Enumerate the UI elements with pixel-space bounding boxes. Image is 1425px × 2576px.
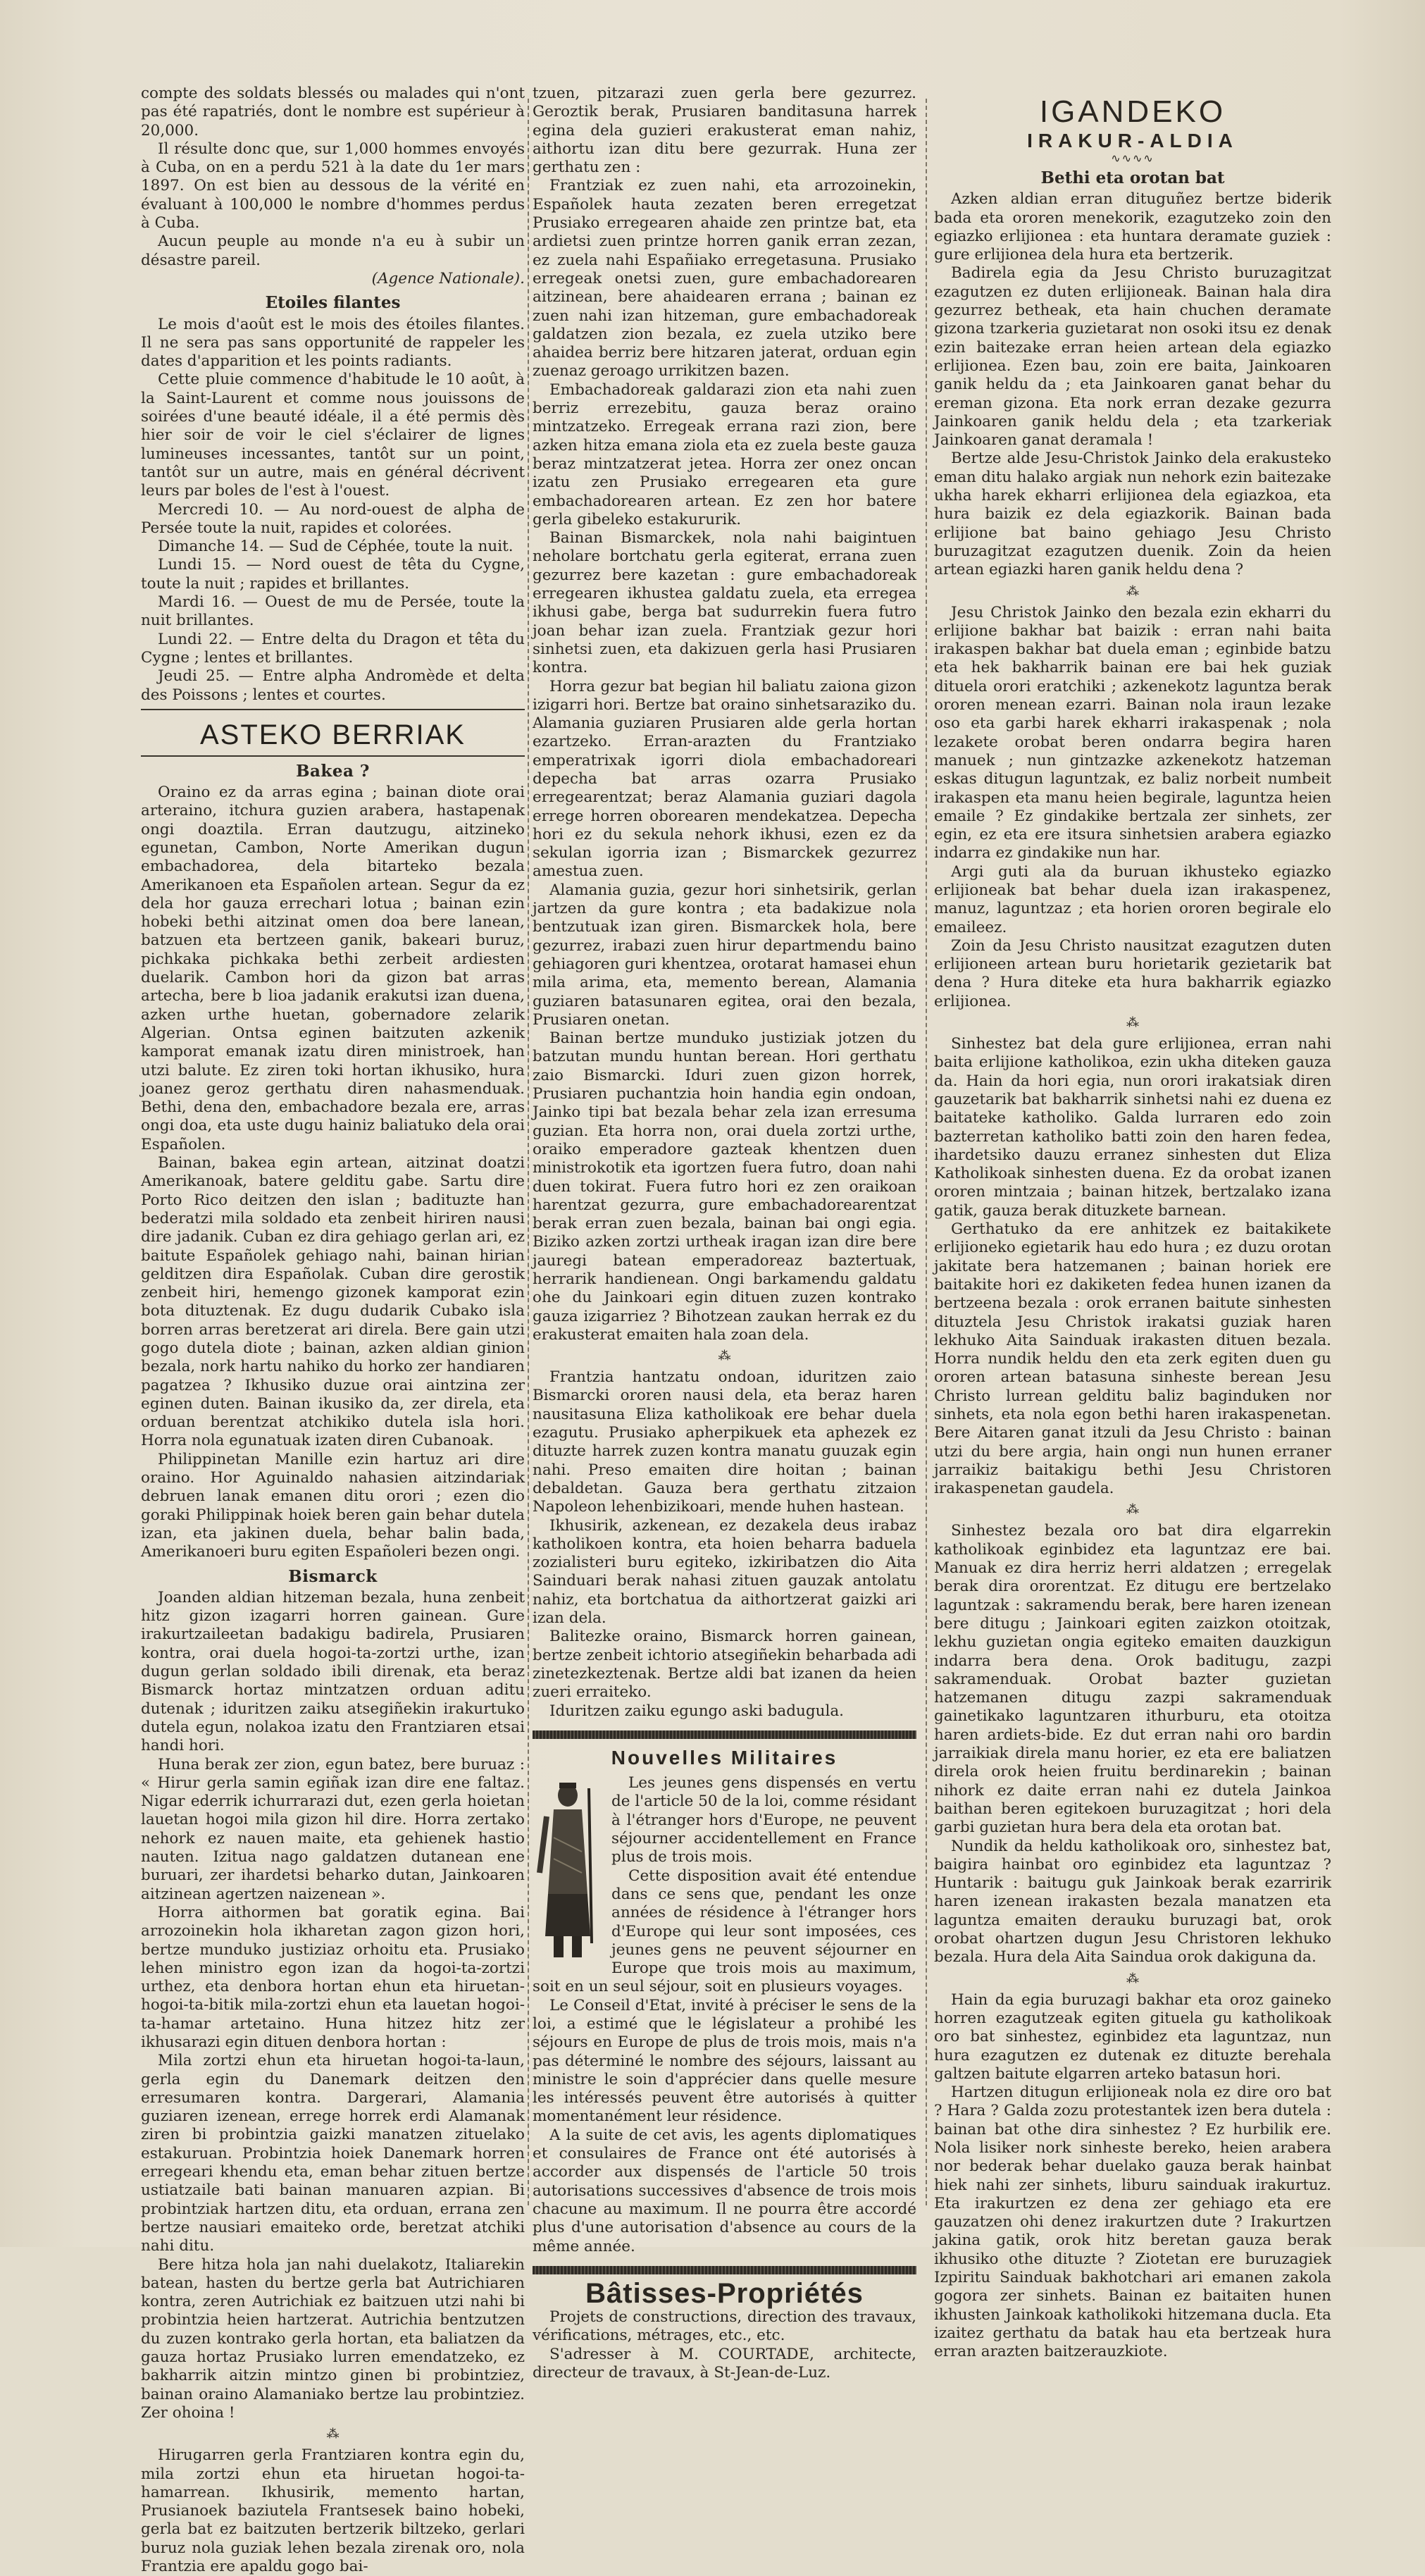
- paragraph: Hartzen ditugun erlijioneak nola ez dire oro bat ? Hara ? Galda zozu protestantek izen bera dutela : bainan bat othe dira sinhestez ? Ez hurbilik ere. Nola lisiker nork sinheste bereko, heien arabera nor bederak behar duelako gauza berak hainbat hiek nahi zer sinhets, liburu sainduak irakurtuz. Eta irakurtzen ez dena zer gehiago eta ere gauzatzen ohi denez irakurtzen dute ? Irakurtzen jakina gatik, orok hitz beretan gauza berak ikhusiko othe dituzte ? Ziotetan ere buruzagiek Izpiritu Sainduak bakhotchari ari emanen zakola gogora zer sinhets. Bainan ez baitaiten hunen ikhusten Jainkoak katholikoki hitzemana ducla. Eta izaitez gerthatu da batak hau eta bertzeak hura erran arazten baitzerauzkiote.: [934, 2083, 1331, 2361]
- paragraph: Aucun peuple au monde n'a eu à subir un désastre pareil.: [141, 233, 525, 269]
- list-item: Lundi 15. — Nord ouest de têta du Cygne, toute la nuit ; rapides et brillantes.: [141, 556, 525, 593]
- asterism-ornament: ⁂: [718, 1349, 731, 1364]
- paragraph: Sinhestez bat dela gure erlijionea, erran nahi baita erlijione katholikoa, ezin ukha diteken gauza da. Hain da hori egia, nun orori irakatsiak diren gauzetarik bat bakharrik sinhetsi nahi ez duena ez baitateke katholiko. Galda lurraren edo zoin bazterretan katholiko batti zoin den haren fedea, ihardetsiko dauzu erranez sinhesten dut Eliza Katholikoak sinhesten duena. Ez da orobat izanen ororen mintzaia ; bainan hitzek, bertzalako izana gatik, gauza berak dituzkete barnean.: [934, 1035, 1331, 1220]
- soldier-illustration: [533, 1774, 603, 1964]
- list-item: Jeudi 25. — Entre alpha Andromède et delta des Poissons ; lentes et courtes.: [141, 667, 525, 704]
- paragraph: Embachadoreak galdarazi zion eta nahi zuen berriz errezebitu, gauza beraz oraino mintzatzeko. Erregeak errana razi zion, bere azken hitza emana ziola eta ez zuela beste gauza beraz mintzatzerat jetea. Horra zer onez oncan izatu zen Prusiako erregearen eta gure embachadorearen artean. Ez zen hor batere gerla gibeleko estakururik.: [533, 380, 916, 528]
- paragraph: Balitezke oraino, Bismarck horren gainean, bertze zenbeit ichtorio atsegiñekin beharbada adi zinetezkeztenak. Bertze aldi bat izanen da heien zueri erraiteko.: [533, 1628, 916, 1702]
- column-1: [141, 85, 525, 2575]
- section-rule: [533, 2266, 916, 2274]
- asterism-ornament: ⁂: [1126, 1502, 1139, 1518]
- list-item: Dimanche 14. — Sud de Céphée, toute la nuit.: [158, 538, 514, 556]
- column-divider: [528, 99, 529, 2205]
- paragraph: Horra aithormen bat goratik egina. Bai arrozoinekin hola ikharetan zagon gizon hori, bertze munduko justiziaz orhoitu eta. Prusiako lehen ministro egon izan da hogoi-ta-zortzi urthez, eta denbora hortan ehun eta hiruetan-hogoi-ta-bitik mila-zortzi ehun eta lauetan hogoi-ta-hamar artetaino. Huna hitzez hitz zer ikhusarazi egin dituen denbora hortan :: [141, 1903, 525, 2051]
- supplement-subtitle: IRAKUR-ALDIA: [1027, 130, 1238, 151]
- paragraph: Cette pluie commence d'habitude le 10 août, à la Saint-Laurent et comme nous jouissons de soirées d'une beauté idéale, il a été permis dès hier soir de voir le ciel s'éclairer de lignes lumineuses incessantes, tantôt sur un point, tantôt sur un autre, mais en général décrivent leurs par boles de l'est à l'ouest.: [141, 371, 525, 500]
- paragraph: Oraino ez da arras egina ; bainan diote orai arteraino, itchura guzien arabera, hastapenak ongi doaztila. Erran dautzugu, aitzineko egunetan, Cambon, Norte Amerikan dugun embachadorea, dela bitarteko bezala Amerikanoen eta Españolen artean. Segur da ez dela hor gauza errechari lotua ; bainan ezin hobeki bethi aitzinat omen doa bere lanean, batzuen eta bertzeen ganik, bakeari buruz, pichkaka pichkaka bethi zerbeit ardiesten duelarik. Cambon hori da gizon bat arras artecha, bere b lioa jadanik erakutsi izan duena, azken urthe huetan, gobernadore zelarik Algerian. Ontsa eginen baitzuten azkenik kamporat emanak izatu diren ministroek, han utzi balute. Ez ziren toki hortan ikhusiko, hura joanez geroz gerthatu diren nahasmenduak. Bethi, dena den, embachadore bezala ere, arras ongi doa, eta uste dugu hainiz baliatuko dela orai Españolen.: [141, 784, 525, 1153]
- column-divider: [926, 99, 927, 2205]
- signature: (Agence Nationale).: [371, 269, 525, 287]
- paragraph: Bere hitza hola jan nahi duelakotz, Italiarekin batean, hasten du bertze gerla bat Autrichiaren kontra, zeren Autrichiak ez baitzuen utzi nahi bi probintzia heien hartzerat. Autrichia bentzutzen du zuzen kontrako gerla hortan, eta baliatzen da gauza hortaz Prusiako lurren emendatzeko, ez bakharrik aitzin mintzo ginen bi probintziez, bainan oraino Alamaniako bertze lau probintziez. Zer ohoina !: [141, 2255, 525, 2422]
- advertisement-title: Bâtisses-Propriétés: [585, 2277, 864, 2309]
- paragraph: Bainan bertze munduko justiziak jotzen du batzutan mundu huntan berean. Hori gerthatu zaio Bismarcki. Iduri zuen gizon horrek, Prusiaren puchantzia hoin handia egin ondoan, Jainko tipi bat bezala behar zela izan erresuma guzian. Eta horra non, orai duela zortzi urthe, oraiko emperadore gazteak khentzen duen ministrokotik eta igortzen fuera futro, doan nahi duen tokirat. Fuera futro hori ez zen oraikoan harentzat gezurra, gure embachadorearentzat berak erran zuen bezala, bainan bai ongi egia. Biziko azken zortzi urtheak iragan izan dire bere jauregi batean emperadoreaz baztertuak, herrarik handienean. Ongi barkamendu galdatu ohe du Jainkoari egin dituen zuzen kontrako gauza izigarriez ? Bihotzean zaukan herrak ez du erakusterat emaiten hala zoan dela.: [533, 1029, 916, 1344]
- wavy-ornament: ∿∿∿∿: [1111, 151, 1155, 165]
- paragraph: A la suite de cet avis, les agents diplomatiques et consulaires de France ont été autorisés à accorder aux dispensés de l'article 50 trois autorisations successives d'absence de trois mois chacune au maximum. Il ne pourra être accordé plus d'une autorisation d'absence au cours de la même année.: [533, 2126, 916, 2255]
- paragraph: Bertze alde Jesu-Christok Jainko dela erakusteko eman ditu halako argiak nun nehork ezin baitezake ukha harek ekharri erlijionea dela egiazkoa, eta hura baizik ez dela egiazkorik. Bainan bada erlijione bat baino gehiago Jesu Christo buruzagitzat ezagutzen duenik. Zoin da heien artean egiazki haren ganik heldu dena ?: [934, 450, 1331, 579]
- paragraph: Le mois d'août est le mois des étoiles filantes. Il ne sera pas sans opportunité de rappeler les dates d'apparition et les points radiants.: [141, 315, 525, 371]
- paragraph: Ikhusirik, azkenean, ez dezakela deus irabaz katholikoen kontra, eta hoien beharra baduela zozialisteri buru egiteko, izkiribatzen dio Aita Sainduari berak nahasi zituen gauzak antolatu nahiz, eta bortchatua da aithortzerat gaizki ari izan dela.: [533, 1516, 916, 1628]
- list-item: Mardi 16. — Ouest de mu de Persée, toute la nuit brillantes.: [141, 593, 525, 630]
- paragraph: S'adresser à M. COURTADE, architecte, directeur de travaux, à St-Jean-de-Luz.: [533, 2345, 916, 2382]
- paragraph: Cette disposition avait été entendue dans ce sens que, pendant les onze années de résidence à l'étranger hors d'Europe qui leur sont imposées, ces jeunes gens ne peuvent séjourner en Europe que trois mois au maximum, soit en un seul séjour, soit en plusieurs voyages.: [533, 1866, 916, 1996]
- paragraph: Iduritzen zaiku egungo aski badugula.: [549, 1702, 845, 1720]
- column-3: [934, 85, 1331, 2361]
- paragraph: Jesu Christok Jainko den bezala ezin ekharri du erlijione bakhar bat baizik : erran nahi baita irakaspen bakhar bat duela eman ; eginbide batzu eta hek bakharrik bainan ere bai hek guziak dituela orori eratchiki ; azkenekotz laguntza berak ororen menean ezarri. Bainan nola iraun lezake oso eta garbi harek ekharri irakaspenak ; nola lezakete orobat beren ondarra begira haren manuek ; nun gintzazke azkenekotz hatzeman eskas ditugun laguntzak, ez baliz norbeit numbeit irakaspen eta manu heien begirale, laguntza heien emaile ? Ez gindakike bertzala zer sinhets, zer egin, ez eta ere itsura sinhetsien arabera egiazko indarra ez gindakike nun har.: [934, 603, 1331, 862]
- paragraph: Joanden aldian hitzeman bezala, huna zenbeit hitz gizon izagarri horren gainean. Gure irakurtzaileetan badakigu badirela, Prusiaren kontra, orai duela hogoi-ta-zortzi urthe, izan dugun gerlan soldado ibili direnak, eta beraz Bismarck hortaz mintzatzen orduan aditu dutenak ; iduritzen zaiku atsegiñekin irakurtuko dutela egun, nolakoa izatu den Frantziaren etsai handi hori.: [141, 1588, 525, 1755]
- paragraph: Projets de constructions, direction des travaux, vérifications, métrages, etc., etc.: [533, 2308, 916, 2345]
- paragraph: Sinhestez bezala oro bat dira elgarrekin katholikoak eginbidez eta laguntzaz ere bai. Manuak ez dira herriz herri aldatzen ; erregelak berak dira ororentzat. Ez ditugu ere bertzelako laguntzak : sakramendu berak, bere haren izenean bere ditugu ; Jainkoari egiten zaizkon otoitzak, lekhu guzietan ongia egiteko emaiten dauzkigun indarra bera dena. Orok baditugu, zazpi sakramenduak. Orobat bazter guzietan hatzemanen ditugu zazpi sakramenduak gainetikako laguntzaren ithurburu, eta otoitza haren ardiets-bide. Ez dut erran nahi oro bardin jarraikiak direla manu horier, ez eta ere baliatzen direla orok heien fruitu berdinarekin ; bainan nihork ez daite erran nahi ez dutela Jainkoa baithan beren egitekoen buruzagitzat ; hori dela garbi guzietan hura bera dela eta orotan bat.: [934, 1522, 1331, 1837]
- paragraph: Hirugarren gerla Frantziaren kontra egin du, mila zortzi ehun eta hiruetan hogoi-ta-hamarrean. Ikhusirik, memento hartan, Prusianoek baziutela Frantsesek baino hobeki, gerla bat ez baitzuten bertzerik biltzeko, gerlari buruz nola guziak lehen bezala zirenak oro, nola Frantzia ere apaldu gogo bai-: [141, 2446, 525, 2575]
- list-item: Mercredi 10. — Au nord-ouest de alpha de Persée toute la nuit, rapides et colorées.: [141, 500, 525, 537]
- list-item: Lundi 22. — Entre delta du Dragon et têta du Cygne ; lentes et brillantes.: [141, 630, 525, 667]
- paragraph: Il résulte donc que, sur 1,000 hommes envoyés à Cuba, on en a perdu 521 à la date du 1er mars 1897. On est bien au dessous de la vérité en évaluant à 100,000 le nombre d'hommes perdus à Cuba.: [141, 140, 525, 233]
- paragraph: Horra gezur bat begian hil baliatu zaiona gizon izigarri hori. Bertze bat oraino sinhetsaraziko du. Alamania guziaren Prusiaren alde gerla hortan ezartzeko. Erran-arazten du Frantziako emperatrixak igorri diola embachadoreari depecha bat arras ozarra Prusiako erregearentzat; beraz Alamania guziari dagola errege horren oborearen mendekatzea. Depecha hori ez du sekula nehork ikhusi, ezen ez da sekulan igorria izan ; Bismarckek gezurrez amestua zuen.: [533, 677, 916, 881]
- paragraph: Les jeunes gens dispensés en vertu de l'article 50 de la loi, comme résidant à l'étranger hors d'Europe, ne peuvent séjourner accidentellement en France plus de trois mois.: [611, 1774, 916, 1866]
- paragraph: Philippinetan Manille ezin hartuz ari dire oraino. Hor Aguinaldo nahasien aitzindariak debruen lanak emanen ditu orori ; ezen dio goraki Philippinak hoiek beren gain behar dutela izan, eta jakinen duela, behar balin bada, Amerikanoeri buru egiten Españoleri bezen ongi.: [141, 1450, 525, 1561]
- paragraph: Azken aldian erran dituguñez bertze biderik bada eta ororen menekorik, ezagutzeko zoin den egiazko erlijionea : eta huntara deramate guziek : gure erlijionea dela hura eta bertzerik.: [934, 190, 1331, 264]
- section-heading: Bethi eta orotan bat: [1040, 168, 1225, 187]
- section-rule: [533, 1730, 916, 1739]
- paragraph: Gerthatuko da ere anhitzek ez baitakikete erlijioneko egietarik hau edo hura ; ez duzu orotan jakitate bera hatzemanen ; bainan horiek ere baitakite hori ez dakiketen fedea hunen izanen da bertzeena bezala : orok erranen baitute sinhesten dituztela Jesu Christok irakatsi guziak haren lekhuko Aita Sainduak irakasten dituen bezala. Horra nundik heldu den eta zerk egiten duen gu ororen artean batasuna sinheste berean Jesu Christo lurrean gelditu baliz baginduken nor sinhets, eta nola egon bethi haren irakaspenetan. Bere Aitaren ganat itzuli da Jesu Christo : bainan utzi du bere argia, hain ongi nun hunen erraner jarraikiz baitakigu bethi Jesu Christoren irakaspenetan gaudela.: [934, 1220, 1331, 1498]
- section-rule: [141, 755, 525, 757]
- paragraph: Huna berak zer zion, egun batez, bere buruaz : « Hirur gerla samin egiñak izan dire ene faltaz. Nigar ederrik ichurrarazi dut, ezen gerla hoietan lauetan hogoi mila gizon hil dire. Horra zertako nehork ez nauen maite, eta gehienek hastio nauten. Izitua nago galdatzen dutanean ene buruari, zer ihardetsi beharko dutan, Jainkoaren aitzinean agertzen naizenean ».: [141, 1755, 525, 1903]
- asterism-ornament: ⁂: [1126, 1971, 1139, 1986]
- asterism-ornament: ⁂: [326, 2427, 340, 2442]
- paragraph: Badirela egia da Jesu Christo buruzagitzat ezagutzen ez duten erlijioneak. Bainan hala dira gezurrez betheak, eta hain chuchen deramate gizona tzarkeria guzietarat non osoki itsu ez denak ezin baitezake erran heien artean dela egiazko erlijionea. Ezen bau, zoin ere baita, Jainkoaren ganik heldu da ; eta Jainkoaren ganat behar du ereman gizona. Eta nork erran dezake gezurra Jainkoaren ganik heldu dela ; eta tzarkeriak Jainkoaren ganat deramala !: [934, 264, 1331, 450]
- article-heading: Bismarck: [288, 1566, 378, 1586]
- paragraph: Hain da egia buruzagi bakhar eta oroz gaineko horren ezagutzeak egiten gituela gu katholikoak oro bat sinhestez, eginbidez eta laguntzaz, nun hura ezagutzen ez dutenak ez dituzte berehala galtzen baitute elgarren arteko batasun hori.: [934, 1990, 1331, 2083]
- paragraph: Frantziak ez zuen nahi, eta arrozoinekin, Españolek hauta zezaten beren erregetzat Prusiako erregearen ahaide zen printze bat, eta ardietsi zuen printze horren ganik erran zezan, ez zuela nahi Españiako erregetasuna. Prusiako erregeak onetsi zuen, gure embachadorearen aitzinean, bere ahaidearen errana ; bainan ez zuen nahi izan hitzeman, gure embachadoreak galdatzen zion bezala, ez zuela utziko bere ahaidea berriz bere hitzaren jaterat, orduan egin zuenaz geroago urrikitzen bazen.: [533, 177, 916, 380]
- paragraph: compte des soldats blessés ou malades qui n'ont pas été rapatriés, dont le nombre est supérieur à 20,000.: [141, 85, 525, 140]
- paragraph: Mila zortzi ehun eta hiruetan hogoi-ta-laun, gerla egin du Danemark deitzen den erresumaren kontra. Dargerari, Alamania guziaren izenean, errege horrek erdi Alamanak ziren bi probintzia gaizki manatzen zituelako estakuruan. Probintzia hoiek Danemark horren erregeari khendu eta, eman behar zituen bertze ustiatzaile bati bainan manuaren azpian. Bi probintziak hartzen ditu, eta orduan, errana zen bertze nausiari emaiteko orde, beretzat atchiki nahi ditu.: [141, 2052, 525, 2255]
- section-rule: [141, 709, 525, 710]
- asterism-ornament: ⁂: [1126, 1015, 1139, 1031]
- asterism-ornament: ⁂: [1126, 583, 1139, 599]
- paragraph: tzuen, pitzarazi zuen gerla bere gezurrez. Geroztik berak, Prusiaren banditasuna harrek egina dela guzieri erakusterat eman nahiz, aithortu izan ditu bere gezurrak. Huna zer gerthatu zen :: [533, 85, 916, 177]
- section-title: ASTEKO BERRIAK: [200, 719, 466, 750]
- section-heading: Etoiles filantes: [265, 293, 401, 313]
- paragraph: Nundik da heldu katholikoak oro, sinhestez bat, baigira hainbat oro eginbidez eta laguntzaz ? Huntarik : baitugu guk Jainkoak berak ezarririk haren izenean irakasten bezala manatzen eta laguntza emaiten derauku buruzagi bat, orok orobat ohartzen dugun Jesu Christoren lekhuko bezala. Hura dela Aita Saindua orok dakiguna da.: [934, 1837, 1331, 1967]
- section-title: Nouvelles Militaires: [611, 1746, 838, 1769]
- supplement-title: IGANDEKO: [1039, 94, 1226, 129]
- paragraph: Argi guti ala da buruan ikhusteko egiazko erlijioneak bat behar duela izan irakaspenez, manuz, laguntzaz ; eta horien ororen begirale elo emaileez.: [934, 862, 1331, 936]
- column-2: [533, 85, 916, 2382]
- paragraph: Bainan, bakea egin artean, aitzinat doatzi Amerikanoak, batere gelditu gabe. Sartu dire Porto Rico deitzen den islan ; badituzte han bederatzi mila soldado eta zenbeit hiriren nausi dire jadanik. Cuban ez dira gehiago gerlan ari, ez baitute Españolek gehiago nahi, bainan hirian gelditzen dira Españolak. Cuban dire gerostik zenbeit hiri, hemengo gizonek kamporat ezin bota dituztenak. Ez dugu dudarik Cubako isla borren arras beretzerat ari direla. Bere gain utzi gogo dutela diote ; bainan, azken aldian ginion bezala, nork hartu nahiko du horko zer handiaren pagatzea ? Ikhusiko duzue orai aintzina zer eginen duten. Bainan ikusiko da, zer direla, eta orduan berentzat atchikiko dutela isla hori. Horra nola egunatuak izaten diren Cubanoak.: [141, 1154, 525, 1450]
- paragraph: Frantzia hantzatu ondoan, iduritzen zaio Bismarcki ororen nausi dela, eta beraz haren nausitasuna Eliza katholikoak ere behar duela ezagutu. Prusiako apherpikuek eta aphezek ez dituzte harrek zuzen kontra manatu guuzak egin nahi. Preso emaiten dire hoitan ; bainan debaldetan. Gauza bera gerthatu zitzaion Napoleon lehenbizikoari, mende huhen hastean.: [533, 1368, 916, 1516]
- paragraph: Alamania guzia, gezur hori sinhetsirik, gerlan jartzen da gure kontra ; eta badakizue nola bentzutuak izan giren. Bismarckek hola, bere gezurrez, irabazi zuen hirur departmendu baino gehiagoren guri khentzea, orotarat hamasei ehun mila arima, eta, memento berean, Alamania guziaren batasunaren egitea, orai den bezala, Prusiaren onetan.: [533, 881, 916, 1029]
- paragraph: Zoin da Jesu Christo nausitzat ezagutzen duten erlijioneen artean buru horietarik gezietarik bat dena ? Hura diteke eta hura bakharrik egiazko erlijionea.: [934, 936, 1331, 1010]
- paragraph: Bainan Bismarckek, nola nahi baigintuen neholare bortchatu gerla egiterat, errana zuen gezurrez bere kazetan : gure embachadoreak erregearen ikhustea galdatu zuela, eta erregea ikhusi gabe, berga bat sudurrekin fuera futro joan behar izan zuela. Frantziak gezur hori sinhetsi zuen, eta dakizuen gerla hasi Prusiaren kontra.: [533, 529, 916, 677]
- article-heading: Bakea ?: [296, 761, 370, 781]
- paragraph: Le Conseil d'Etat, invité à préciser le sens de la loi, a estimé que le législateur a prohibé les séjours en Europe de plus de trois mois, mais n'a pas déterminé le nombre des séjours, laissant au ministre le soin d'apprécier dans quelle mesure les intéressés peuvent être autorisés à quitter momentanément leur résidence.: [533, 1996, 916, 2126]
